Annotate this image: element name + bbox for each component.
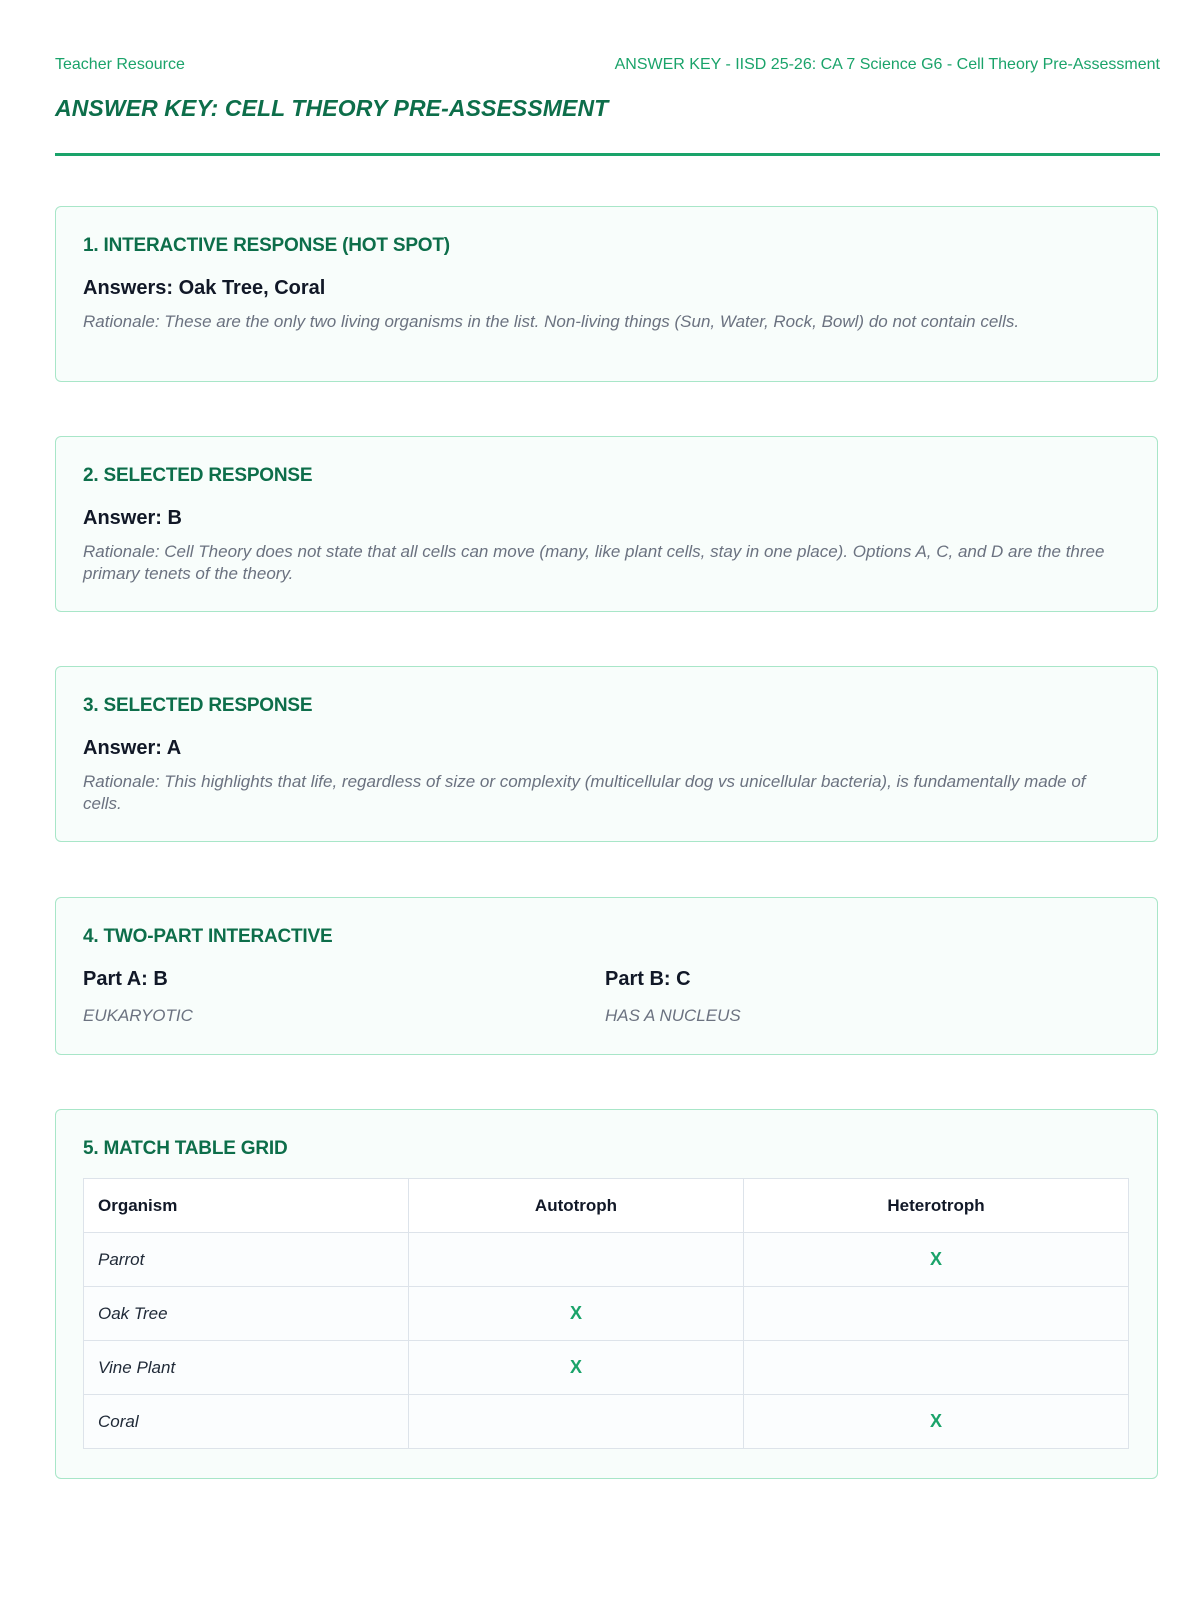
organism-cell: Coral: [84, 1395, 409, 1449]
part-b-answer: Part B: C: [605, 968, 691, 990]
rationale-text: Rationale: These are the only two living organisms in the list. Non-living things (Sun, Water, Rock, Bowl) do not contain cells.: [83, 312, 1020, 331]
section-heading: 4. TWO-PART INTERACTIVE: [83, 926, 333, 947]
title-divider: [55, 153, 1160, 156]
answer-text: Answer: B: [83, 507, 182, 529]
heterotroph-cell: [744, 1287, 1129, 1341]
part-a-value: EUKARYOTIC: [83, 1006, 193, 1025]
section-card-4: [55, 897, 1158, 1055]
match-table: [83, 1178, 1129, 1449]
answer-text: Answer: A: [83, 737, 182, 759]
section-heading: 1. INTERACTIVE RESPONSE (HOT SPOT): [83, 235, 450, 256]
table-row: [84, 1287, 1129, 1341]
organism-cell: Parrot: [84, 1233, 409, 1287]
page-header: [55, 56, 1160, 76]
header-right-label: ANSWER KEY - IISD 25-26: CA 7 Science G6 - Cell Theory Pre-Assessment: [614, 56, 1160, 73]
autotroph-cell: X: [409, 1287, 744, 1341]
section-card-1: [55, 206, 1158, 382]
section-card-2: [55, 436, 1158, 612]
section-heading: 3. SELECTED RESPONSE: [83, 695, 313, 716]
section-heading: 5. MATCH TABLE GRID: [83, 1138, 288, 1159]
table-row: [84, 1395, 1129, 1449]
rationale-text: Rationale: Cell Theory does not state that all cells can move (many, like plant cells, stay in one place). Options A, C, and D are the three primary tenets of the theory.: [83, 542, 1105, 583]
autotroph-cell: [409, 1395, 744, 1449]
answer-text: Answers: Oak Tree, Coral: [83, 277, 326, 299]
heterotroph-cell: [744, 1341, 1129, 1395]
part-a-answer: Part A: B: [83, 968, 168, 990]
column-header-autotroph: Autotroph: [409, 1179, 744, 1233]
section-card-5: [55, 1109, 1158, 1479]
table-header-row: [84, 1179, 1129, 1233]
table-row: [84, 1341, 1129, 1395]
heterotroph-cell: X: [744, 1233, 1129, 1287]
column-header-organism: Organism: [84, 1179, 409, 1233]
autotroph-cell: [409, 1233, 744, 1287]
organism-cell: Vine Plant: [84, 1341, 409, 1395]
organism-cell: Oak Tree: [84, 1287, 409, 1341]
table-row: [84, 1233, 1129, 1287]
autotroph-cell: X: [409, 1341, 744, 1395]
section-card-3: [55, 666, 1158, 842]
column-header-heterotroph: Heterotroph: [744, 1179, 1129, 1233]
part-b-value: HAS A NUCLEUS: [605, 1006, 741, 1025]
document-title: ANSWER KEY: CELL THEORY PRE-ASSESSMENT: [55, 95, 609, 121]
heterotroph-cell: X: [744, 1395, 1129, 1449]
header-left-label: Teacher Resource: [55, 56, 185, 73]
section-heading: 2. SELECTED RESPONSE: [83, 465, 313, 486]
rationale-text: Rationale: This highlights that life, regardless of size or complexity (multicellular dog vs unicellular bacteria), is fundamentally made of cells.: [83, 772, 1086, 813]
